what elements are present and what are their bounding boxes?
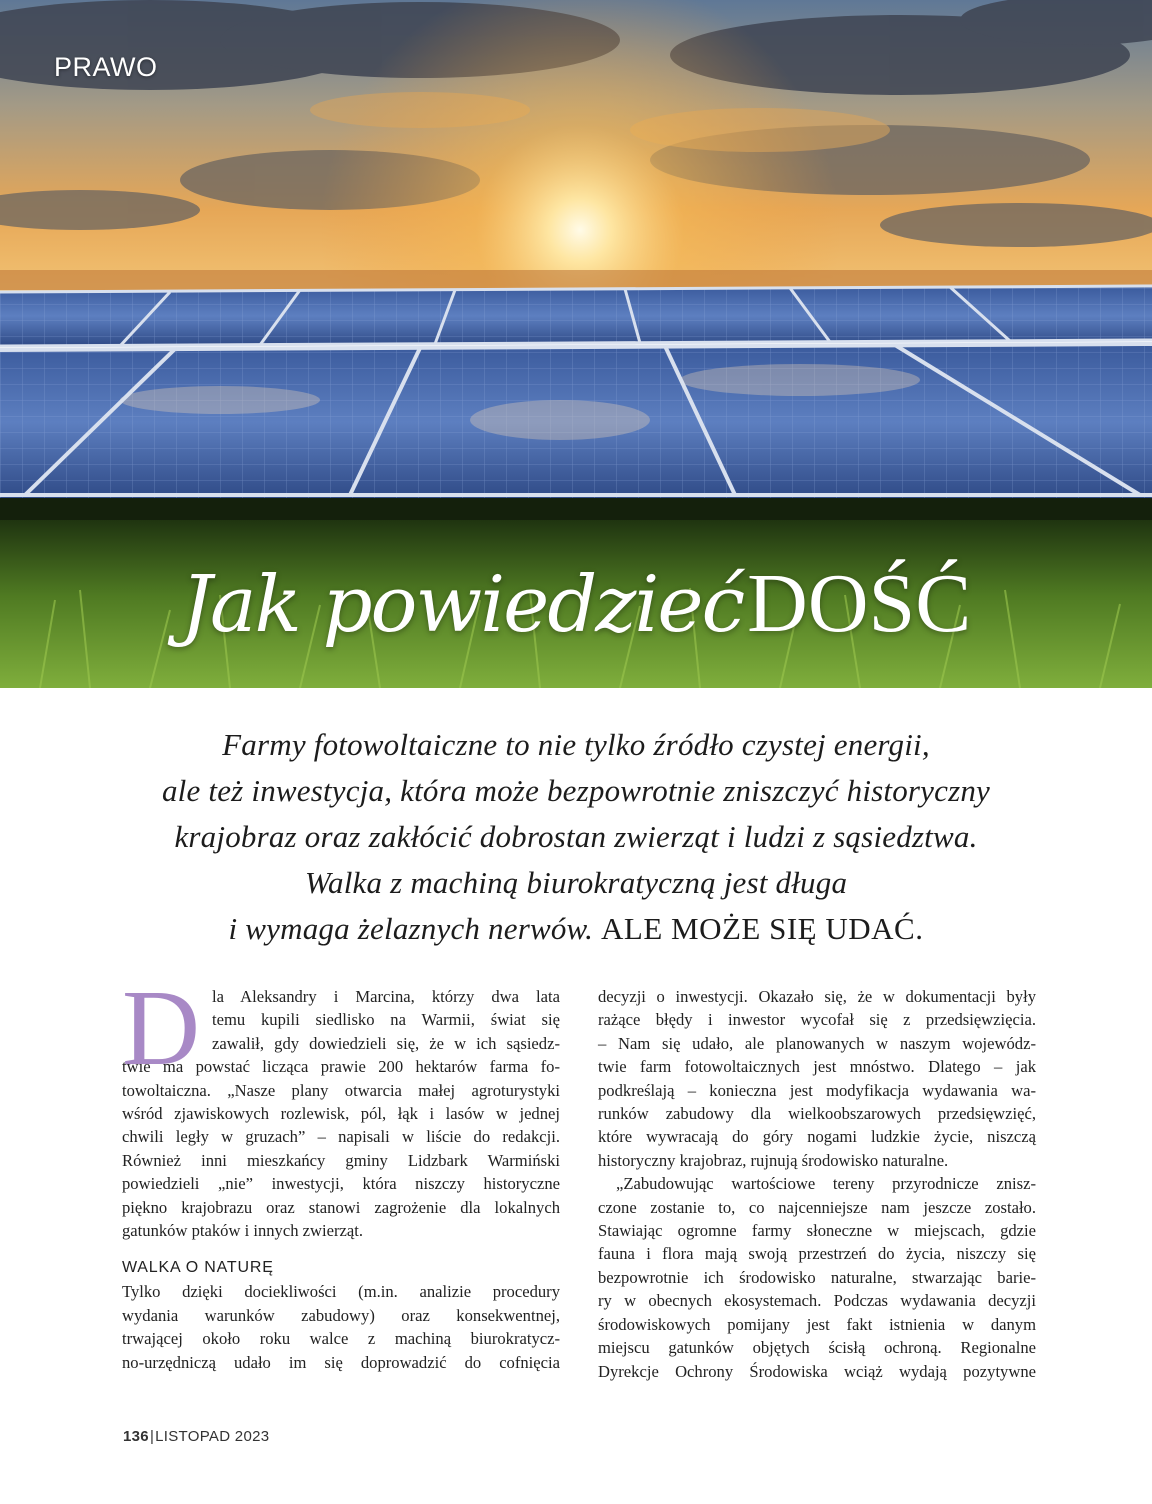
body-line: które wywracają do góry nogami ludzkie życie, niszczą	[598, 1127, 1036, 1147]
body-line: rażące błędy i inwestor wycofał się z przedsięwzięcia.	[598, 1010, 1036, 1030]
page-footer	[123, 1428, 269, 1445]
section-subheading: WALKA O NATURĘ	[122, 1259, 274, 1277]
body-line: Dyrekcje Ochrony Środowiska wciąż wydają pozytywne	[598, 1361, 1036, 1381]
body-line: la Aleksandry i Marcina, którzy dwa lata	[212, 987, 560, 1006]
page-number: 136	[123, 1428, 149, 1445]
footer-separator: |	[149, 1428, 155, 1445]
body-line: piękno krajobrazu oraz stanowi zagrożenie dla lokalnych	[122, 1197, 560, 1217]
body-line: powiedzieli „nie” inwestycji, która niszczy historyczne	[122, 1174, 560, 1194]
body-line: decyzji o inwestycji. Okazało się, że w dokumentacji były	[598, 987, 1036, 1006]
body-column-left	[122, 969, 560, 1374]
body-line: twie farm fotowoltaicznych jest mnóstwo. Dlatego – jak	[598, 1057, 1036, 1077]
body-line: środowiskowych pomijany jest fakt istnienia w danym	[598, 1314, 1036, 1334]
lead-line: Farmy fotowoltaiczne to nie tylko źródło czystej energii,	[222, 727, 930, 762]
body-line: trwającej około roku walce z machiną biurokratycz-	[122, 1329, 560, 1349]
body-line: „Zabudowując wartościowe tereny przyrodnicze znisz-	[616, 1174, 1036, 1194]
lead-last-caps: ALE MOŻE SIĘ UDAĆ.	[601, 911, 924, 946]
body-line: ry w obecnych ekosystemach. Podczas wydawania decyzji	[598, 1291, 1036, 1311]
body-line: wśród zjawiskowych rozlewisk, pól, łąk i lasów w jednej	[122, 1104, 560, 1124]
body-line: Tylko dzięki dociekliwości (m.in. analizie procedury	[122, 1282, 560, 1302]
body-line: historyczny krajobraz, rujnują środowisko naturalne.	[598, 1150, 949, 1170]
headline-italic: Jak powiedzieć	[180, 560, 744, 650]
body-line: zawalił, gdy dowiedzieli się, że w ich sąsiedz-	[212, 1033, 560, 1053]
lead-line: ale też inwestycja, która może bezpowrotnie zniszczyć historyczny	[161, 773, 991, 808]
body-column-right	[598, 985, 1036, 1383]
body-line: – Nam się udało, ale planowanych w naszym wojewódz-	[598, 1033, 1036, 1053]
body-line: miejscu gatunków objętych ścisłą ochroną. Regionalne	[598, 1338, 1036, 1358]
body-line: Również inni mieszkańcy gminy Lidzbark Warmiński	[122, 1150, 560, 1170]
body-line: gatunków ptaków i innych zwierząt.	[122, 1221, 363, 1241]
body-line: fauna i flora mają swoją przestrzeń do życia, niszczy się	[598, 1244, 1036, 1264]
section-label: PRAWO	[54, 52, 158, 82]
headline-caps: DOŚĆ	[747, 557, 972, 650]
body-line: wydania warunków zabudowy) oraz konsekwentnej,	[122, 1305, 560, 1325]
issue-date: LISTOPAD 2023	[155, 1428, 270, 1445]
body-line: czone zostanie to, co najcenniejsze nam jeszcze zostało.	[598, 1197, 1036, 1217]
body-line: no-urzędniczą udało im się doprowadzić do cofnięcia	[122, 1352, 560, 1372]
lead-line: Walka z machiną biurokratyczną jest długa	[304, 865, 848, 900]
hero-image	[0, 0, 1152, 688]
body-line: temu kupili siedlisko na Warmii, świat się	[212, 1010, 560, 1030]
article-headline	[0, 555, 1152, 652]
body-line: twie ma powstać licząca prawie 200 hektarów farma fo-	[122, 1057, 560, 1077]
body-line: chwili legły w gruzach” – napisali w liście do redakcji.	[122, 1127, 560, 1147]
body-line: podkreślają – konieczna jest modyfikacja wydawania wa-	[598, 1080, 1036, 1100]
lead-line: krajobraz oraz zakłócić dobrostan zwierząt i ludzi z sąsiedztwa.	[174, 819, 978, 854]
lead-line-last	[60, 906, 1092, 952]
body-line: towoltaiczna. „Nasze plany otwarcia małej agroturystyki	[122, 1080, 560, 1100]
body-line: bezpowrotnie ich środowisko naturalne, stwarzając barie-	[598, 1267, 1036, 1287]
body-line: Stawiając ogromne farmy słoneczne w miejscach, gdzie	[598, 1221, 1036, 1241]
lead-last-italic: i wymaga żelaznych nerwów.	[228, 911, 594, 946]
drop-cap: D	[122, 969, 200, 1088]
body-line: runków zabudowy dla wielkoobszarowych przedsięwzięć,	[598, 1104, 1036, 1124]
article-lead	[60, 722, 1092, 952]
